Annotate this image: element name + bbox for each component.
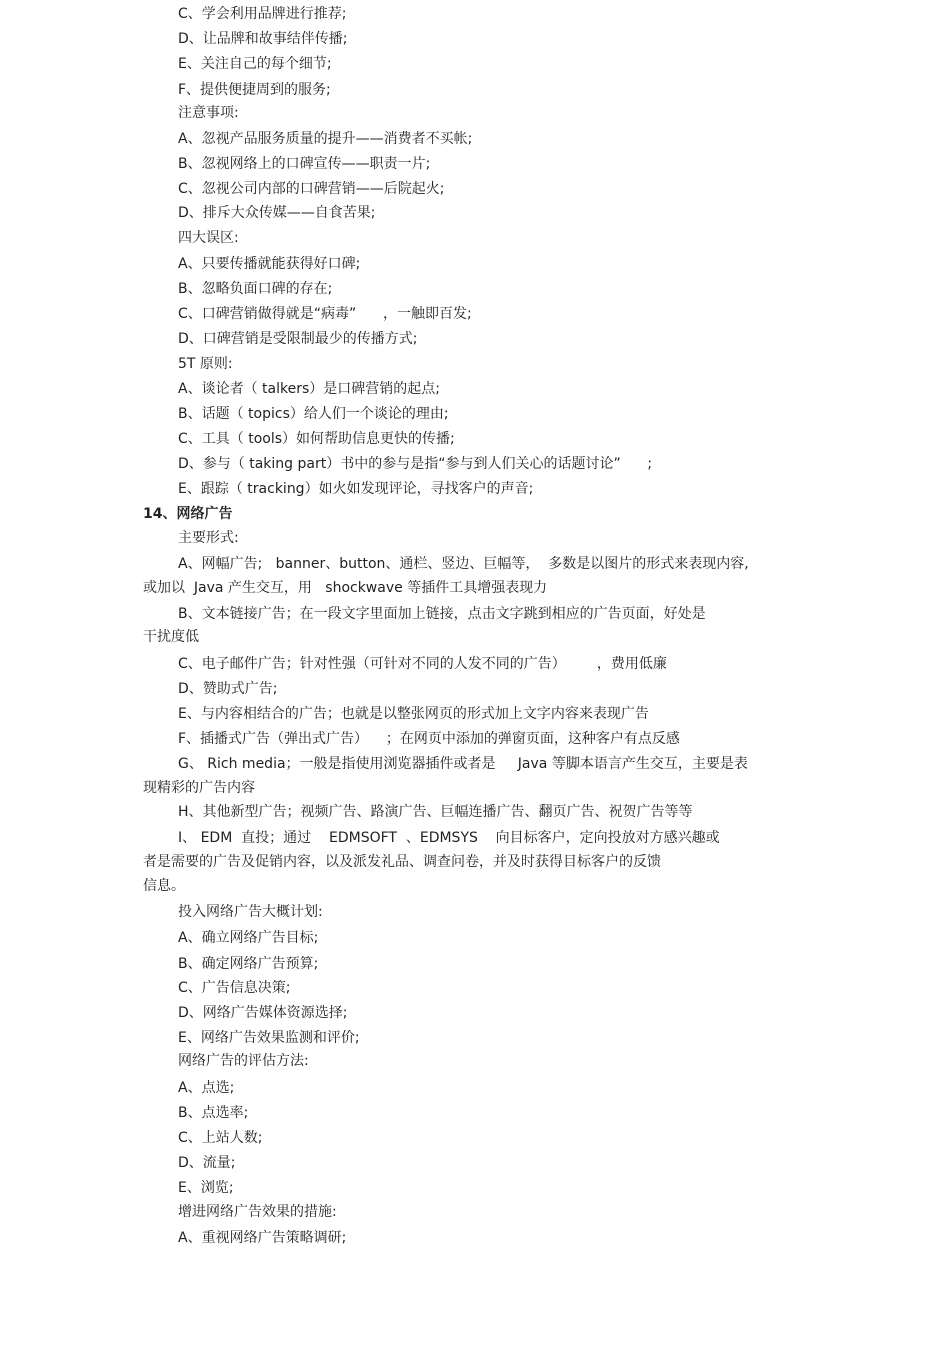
text-line: G、 Rich media；一般是指使用浏览器插件或者是 Java 等脚本语言产生交互，主要是表	[178, 756, 748, 772]
text-line: D、赞助式广告;	[178, 681, 278, 697]
text-line: D、让品牌和故事结伴传播;	[178, 31, 348, 47]
text-line: B、忽视网络上的口碑宣传——职责一片;	[178, 156, 431, 172]
text-line: B、话题（ topics）给人们一个谈论的理由;	[178, 406, 449, 422]
text-line: C、口碑营销做得就是“病毒” ，一触即百发;	[178, 306, 472, 322]
text-line: D、参与（ taking part）书中的参与是指“参与到人们关心的话题讨论” ;	[178, 456, 653, 472]
text-line: F、插播式广告（弹出式广告） ；在网页中添加的弹窗页面，这种客户有点反感	[178, 731, 680, 747]
text-line: A、确立网络广告目标;	[178, 930, 319, 946]
text-line: C、广告信息决策;	[178, 980, 291, 996]
text-line: D、网络广告媒体资源选择;	[178, 1005, 348, 1021]
text-line: C、忽视公司内部的口碑营销——后院起火;	[178, 181, 445, 197]
text-line: A、点选;	[178, 1080, 235, 1096]
text-line: B、忽略负面口碑的存在;	[178, 281, 333, 297]
text-line: D、排斥大众传媒——自食苦果;	[178, 205, 376, 221]
section-number-heading: 14、网络广告	[143, 506, 233, 522]
text-line: 信息。	[143, 878, 185, 894]
text-line: A、谈论者（ talkers）是口碑营销的起点;	[178, 381, 440, 397]
section-heading: 注意事项:	[178, 105, 239, 121]
text-line: E、关注自己的每个细节;	[178, 56, 332, 72]
text-line: C、电子邮件广告；针对性强（可针对不同的人发不同的广告） ，费用低廉	[178, 656, 667, 672]
section-heading: 投入网络广告大概计划:	[178, 904, 323, 920]
text-line: 者是需要的广告及促销内容，以及派发礼品、调查问卷，并及时获得目标客户的反馈	[143, 854, 661, 870]
text-line: C、学会利用品牌进行推荐;	[178, 6, 347, 22]
text-line: 现精彩的广告内容	[143, 780, 255, 796]
section-heading: 四大误区:	[178, 230, 239, 246]
text-line: E、浏览;	[178, 1180, 234, 1196]
text-line: C、上站人数;	[178, 1130, 263, 1146]
text-line: A、网幅广告; banner、button、通栏、竖边、巨幅等， 多数是以图片的形式来表现内容,	[178, 556, 749, 572]
text-line: F、提供便捷周到的服务;	[178, 82, 331, 98]
text-line: E、与内容相结合的广告；也就是以整张网页的形式加上文字内容来表现广告	[178, 706, 649, 722]
text-line: D、口碑营销是受限制最少的传播方式;	[178, 331, 418, 347]
text-line: B、文本链接广告；在一段文字里面加上链接，点击文字跳到相应的广告页面，好处是	[178, 606, 706, 622]
text-line: 或加以 Java 产生交互，用 shockwave 等插件工具增强表现力	[143, 580, 548, 596]
text-line: B、确定网络广告预算;	[178, 956, 319, 972]
text-line: C、工具（ tools）如何帮助信息更快的传播;	[178, 431, 455, 447]
text-line: A、只要传播就能获得好口碑;	[178, 256, 361, 272]
text-line: E、跟踪（ tracking）如火如发现评论，寻找客户的声音;	[178, 481, 534, 497]
text-line: E、网络广告效果监测和评价;	[178, 1030, 360, 1046]
section-heading: 5T 原则:	[178, 356, 233, 372]
section-heading: 主要形式:	[178, 530, 239, 546]
text-line: B、点选率;	[178, 1105, 249, 1121]
text-line: D、流量;	[178, 1155, 236, 1171]
text-line: H、其他新型广告；视频广告、路演广告、巨幅连播广告、翻页广告、祝贺广告等等	[178, 804, 693, 820]
text-line: 干扰度低	[143, 629, 199, 645]
text-line: A、重视网络广告策略调研;	[178, 1230, 347, 1246]
section-heading: 增进网络广告效果的措施:	[178, 1204, 337, 1220]
text-line: A、忽视产品服务质量的提升——消费者不买帐;	[178, 131, 473, 147]
text-line: I、 EDM 直投；通过 EDMSOFT 、EDMSYS 向目标客户，定向投放对方感兴趣或	[178, 830, 720, 846]
section-heading: 网络广告的评估方法:	[178, 1053, 309, 1069]
